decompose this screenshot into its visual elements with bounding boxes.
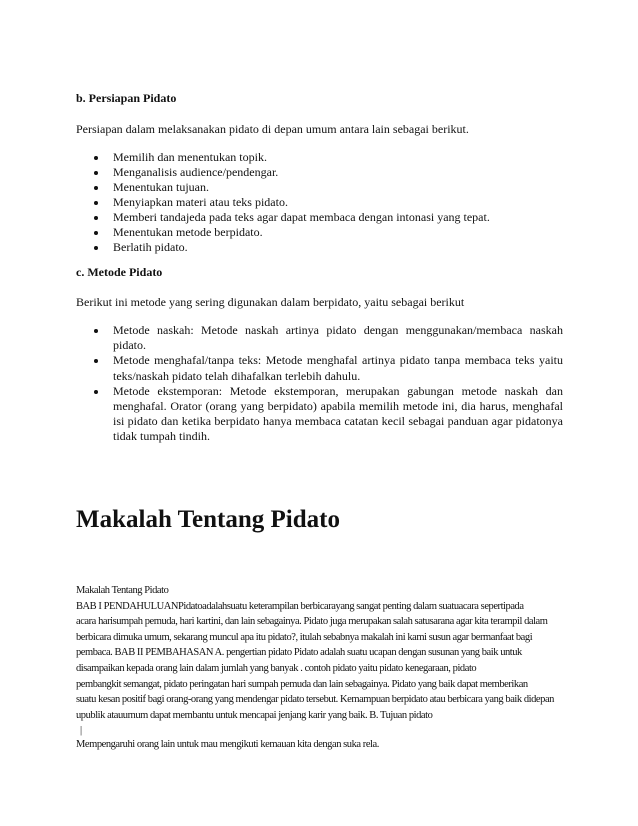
list-item: Memberi tandajeda pada teks agar dapat membaca dengan intonasi yang tepat.	[113, 210, 573, 225]
bullet-icon	[94, 390, 98, 394]
bullet-icon	[94, 329, 98, 333]
bullet-icon	[94, 246, 98, 250]
list-item: Memilih dan menentukan topik.	[113, 150, 573, 165]
list-item: Menentukan metode berpidato.	[113, 225, 573, 240]
bullet-icon	[94, 171, 98, 175]
article-line: disampaikan kepada orang lain dalam jumlah yang banyak . contoh pidato yaitu pidato kenegaraan, pidato	[76, 662, 477, 674]
bullet-icon	[94, 216, 98, 220]
article-line: upublik atauumum dapat membantu untuk mencapai jenjang karir yang baik. B. Tujuan pidato	[76, 709, 433, 721]
article-last-line: Mempengaruhi orang lain untuk mau mengikuti kemauan kita dengan suka rela.	[76, 739, 379, 750]
list-item: Berlatih pidato.	[113, 240, 573, 255]
article-line: pembaca. BAB II PEMBAHASAN A. pengertian pidato Pidato adalah suatu ucapan dengan susunan yang baik untuk	[76, 647, 522, 659]
article-line: Makalah Tentang Pidato	[76, 585, 169, 596]
list-item: Metode ekstemporan: Metode ekstemporan, merupakan gabungan metode naskah dan menghafal. Orator (orang yang berpidato) apabila memilih metode ini, dia harus, menghafal isi pidato dan ketika berpidato hanya membaca catatan kecil sebagai panduan agar pidatonya tidak tumpah tindih.	[113, 384, 563, 445]
bullet-icon	[94, 201, 98, 205]
section-b-heading: b. Persiapan Pidato	[76, 91, 177, 105]
section-b-list	[113, 150, 573, 255]
section-c-intro: Berikut ini metode yang sering digunakan dalam berpidato, yaitu sebagai berikut	[76, 295, 465, 309]
bullet-icon	[94, 156, 98, 160]
article-line: acara harisumpah pemuda, hari kartini, dan lain sebagainya. Pidato juga merupakan salah satusarana agar kita terampil dalam	[76, 616, 548, 628]
article-line: suatu kesan positif bagi orang-orang yang mendengar pidato tersebut. Kemampuan berpidato atau berbicara yang baik didepan	[76, 694, 554, 706]
article-line: berbicara dimuka umum, sekarang muncul apa itu pidato?, itulah sebabnya makalah ini kami susun agar bermanfaat bagi	[76, 631, 533, 643]
list-item: Metode menghafal/tanpa teks: Metode menghafal artinya pidato tanpa membaca teks yaitu teks/naskah pidato telah dihafalkan terlebih dahulu.	[113, 353, 563, 383]
section-c-heading: c. Metode Pidato	[76, 265, 163, 279]
stray-mark: |	[80, 725, 82, 737]
list-item: Menganalisis audience/pendengar.	[113, 165, 573, 180]
list-item: Metode naskah: Metode naskah artinya pidato dengan menggunakan/membaca naskah pidato.	[113, 323, 563, 353]
article-title: Makalah Tentang Pidato	[76, 506, 340, 533]
section-b-intro: Persiapan dalam melaksanakan pidato di depan umum antara lain sebagai berikut.	[76, 122, 469, 136]
article-line: BAB I PENDAHULUANPidatoadalahsuatu keterampilan berbicarayang sangat penting dalam suatuacara sepertipada	[76, 600, 524, 612]
bullet-icon	[94, 186, 98, 190]
list-item: Menyiapkan materi atau teks pidato.	[113, 195, 573, 210]
article-body	[76, 583, 576, 739]
list-item: Menentukan tujuan.	[113, 180, 573, 195]
bullet-icon	[94, 231, 98, 235]
article-line: pembangkit semangat, pidato peringatan hari sumpah pemuda dan lain sebagainya. Pidato yang baik dapat memberikan	[76, 678, 528, 690]
bullet-icon	[94, 359, 98, 363]
section-c-list	[113, 323, 563, 445]
